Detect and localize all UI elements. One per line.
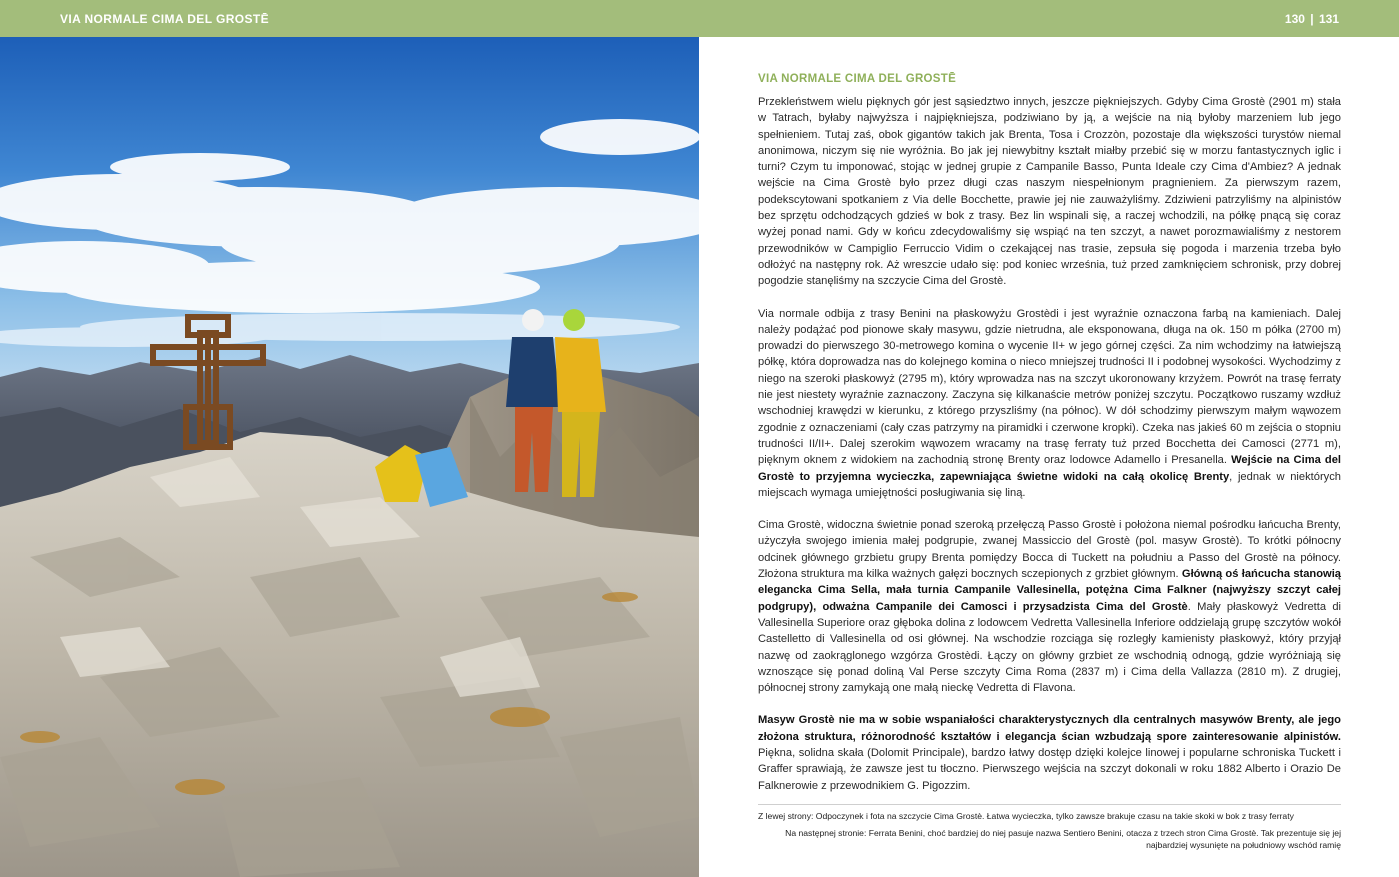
header-bar <box>0 0 1399 37</box>
caption-left-page: Z lewej strony: Odpoczynek i fota na szczycie Cima Grostè. Łatwa wycieczka, tylko zawsze brakuje czasu na takie skoki w bok z trasy ferraty <box>758 810 1294 821</box>
paragraph-2 <box>758 306 1341 502</box>
paragraph-3-text: Cima Grostè, widoczna świetnie ponad szeroką przełęczą Passo Grostè i położona niemal pośrodku łańcucha Brenty, użyczyła swojego imienia małej podgrupie, zwanej Massiccio del Grostè (pol. masyw Grostè). To krótki północny odcinek głównego grzbietu grupy Brenta pomiędzy Bocca di Tuckett na południu a Passo del Grostè na północy. Złożona struktura ma kilka ważnych gałęzi bocznych sczepionych z grzbiet głównym. <box>758 519 1341 581</box>
section-heading: VIA NORMALE CIMA DEL GROSTĒ <box>758 73 957 85</box>
paragraph-4-tail: Piękna, solidna skała (Dolomit Principale), bardzo łatwy dostęp dzięki kolejce linowej i popularne schroniska Tuckett i Graffer sprawiają, że zawsze jest tu tłoczno. Pierwszego wejścia na szczyt dokonali w roku 1882 Alberto i Orazio De Falknerowie z przewodnikiem G. Pigozzim. <box>758 746 1341 792</box>
paragraph-3 <box>758 517 1341 696</box>
caption-next-page: Na następnej stronie: Ferrata Benini, choć bardziej do niej pasuje nazwa Sentiero Benini, otacza z trzech stron Cima Grostè. Tak prezentuje się jej najbardziej wysunięte na południowy wschód ramię <box>785 827 1341 850</box>
caption-divider <box>758 804 1341 805</box>
paragraph-4-bold: Masyw Grostè nie ma w sobie wspaniałości charakterystycznych dla centralnych masywów Brenty, ale jego złożona struktura, różnorodność kształtów i elegancja ścian wzbudzają spore zainteresowanie alpinistów. <box>758 714 1341 743</box>
paragraph-4 <box>758 712 1341 793</box>
paragraph-3-tail: . Mały płaskowyż Vedretta di Vallesinella Superiore oraz głęboka dolina z lodowcem Vedretta Vallesinella Inferiore oddzielają grupę szczytów wokół Castelletto di Vallesinella od osi głównej. Na wschodzie rozciąga się rozległy kamienisty płaskowyż, który przyjął nazwę od zaokrąglonego wzgórza Grostèdi. Łączy on główny grzbiet ze wschodnią odnogą, gdzie wyróżniają się wznoszące się ponad doliną Val Perse szczyty Cima Roma (2837 m) i Cima della Vallazza (2810 m). Z drugiej, północnej strony zamykają one małą nieckę Vedretta di Flavona. <box>758 600 1342 695</box>
article-column <box>758 73 1341 856</box>
paragraph-1 <box>758 94 1341 290</box>
page-numbers: 130 | 131 <box>1284 12 1339 26</box>
paragraph-3-bold: Główną oś łańcucha stanowią elegancka Cima Sella, mała turnia Campanile Vallesinella, potężna Cima Falkner (najwyższy szczyt całej podgrupy), odważna Campanile dei Camosci i przysadzista Cima del Grostè <box>758 568 1341 613</box>
paragraph-2-bold: Wejście na Cima del Grostè to przyjemna wycieczka, zapewniająca świetne widoki na całą okolicę Brenty <box>758 454 1341 483</box>
paragraph-2-tail: , jednak w niektórych miejscach wymaga umiejętności posługiwania się liną. <box>758 470 1341 499</box>
paragraph-2-text: Via normale odbija z trasy Benini na płaskowyżu Grostèdi i jest wyraźnie oznaczona farbą na kamieniach. Dalej należy podążać pod pionowe skały masywu, gdzie nietrudna, ale eksponowana, długa na ok. 150 m półka (2700 m) prowadzi do pierwszego 30-metrowego komina o wycenie II+ w jego górnej części. Za nim wchodzimy na łatwiejszą półkę, która doprowadza nas do kolejnego komina o nieco mniejszej trudności II i podobnej wysokości. Wychodzimy z niego na szeroki płaskowyż (2795 m), który wprowadza nas na szczyt ukoronowany krzyżem. Powrót na trasę ferraty nie jest niestety wyraźnie zaznaczony. Zaczyna się kilkanaście metrów poniżej szczytu. Początkowo ruszamy wzdłuż wschodniej krawędzi w kierunku, z którego przyszliśmy (na północ). W dół schodzimy pierwszym małym wąwozem zgodnie z oznaczeniami (cały czas patrzymy na piramidki i czerwone kropki). Czeka nas jakieś 60 m zejścia o stopniu trudności II/II+. Dalej szerokim wąwozem wracamy na trasę ferraty tuż przed Bocchetta dei Camosci (2771 m), pięknym oknem z widokiem na zachodnią stronę Brenty oraz lodowce Adamello i Presanella. <box>758 307 1341 467</box>
paragraph-1-text: Przekleństwem wielu pięknych gór jest sąsiedztwo innych, jeszcze piękniejszych. Gdyby Cima Grostè (2901 m) stała w Tatrach, byłaby najwyższa i najpiękniejsza, podziwiano by ją, a wejście na nią byłoby marzeniem lub jego spełnieniem. Tutaj zaś, obok gigantów takich jak Brenta, Tosa i Crozzòn, pozostaje dla większości turystów niemal anonimowa, niczym się nie wyróżnia. Bo jak jej niewybitny kształt miałby przebić się w morzu fantastycznych iglic i turni? Czym tu imponować, stojąc w jednej grupie z Campanile Basso, Punta Ideale czy Cima d'Ambiez? A jednak wejście na Cima Grostè było przez długi czas naszym niespełnionym pragnieniem. Za pierwszym razem, podekscytowani spotkaniem z Via delle Bocchette, prawie jej nie zauważyliśmy. Zdziwieni patrzyliśmy na alpinistów bez sprzętu odchodzących gdzieś w bok z trasy. Bez lin wspinali się, a raczej wchodzili, na półkę pnącą się coraz wyżej ponad nami. Gdy w końcu zdecydowaliśmy się wspiąć na ten szczyt, a nawet porozmawialiśmy z nestorem przewodników w Campiglio Ferruccio Vidim o czekającej nas trasie, zepsuła się pogoda i marzenia trzeba było odłożyć na następny rok. Aż wreszcie udało się: pod koniec września, tuż przed zamknięciem schronisk, przy dobrej pogodzie stanęliśmy na szczycie Cima del Grostè. <box>758 96 1341 288</box>
summit-photo <box>0 37 699 877</box>
running-title: VIA NORMALE CIMA DEL GROSTĒ <box>60 12 270 26</box>
